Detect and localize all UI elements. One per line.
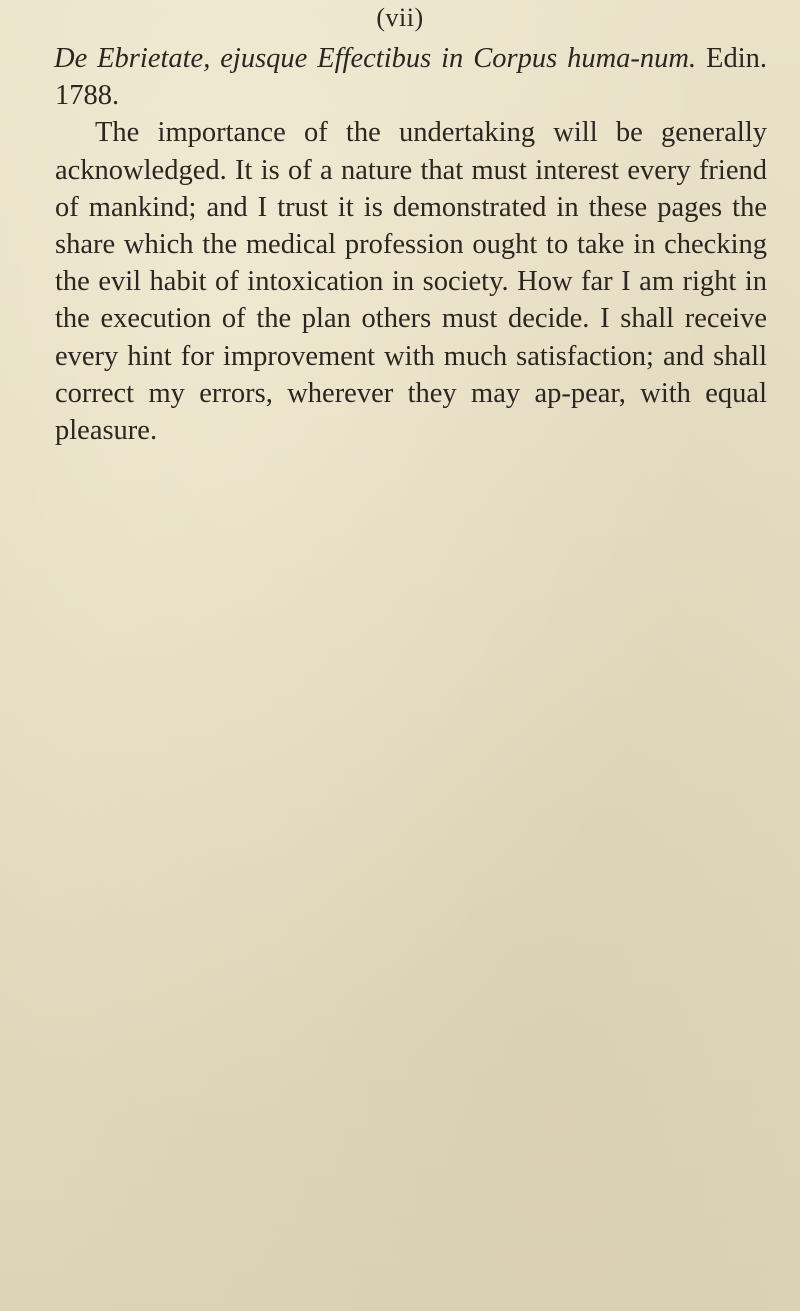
body-paragraph: The importance of the undertaking will be generally acknowledged. It is of a nature that must interest every friend of mankind; and I trust it is demonstrated in these pages the share which the medical profession ought to take in checking the evil habit of intoxication in society. How far I am right in the execution of the plan others must decide. I shall receive every hint for improvement with much satisfaction; and shall correct my errors, wherever they may ap-pear, with equal pleasure.: [55, 117, 767, 447]
citation: [55, 40, 767, 114]
citation-place-date: Edin. 1788.: [55, 43, 767, 112]
page-number: (vii): [376, 3, 424, 32]
text-block: [55, 40, 767, 449]
citation-title: De Ebrietate, ejusque Effectibus in Corpus huma-num.: [54, 43, 697, 74]
